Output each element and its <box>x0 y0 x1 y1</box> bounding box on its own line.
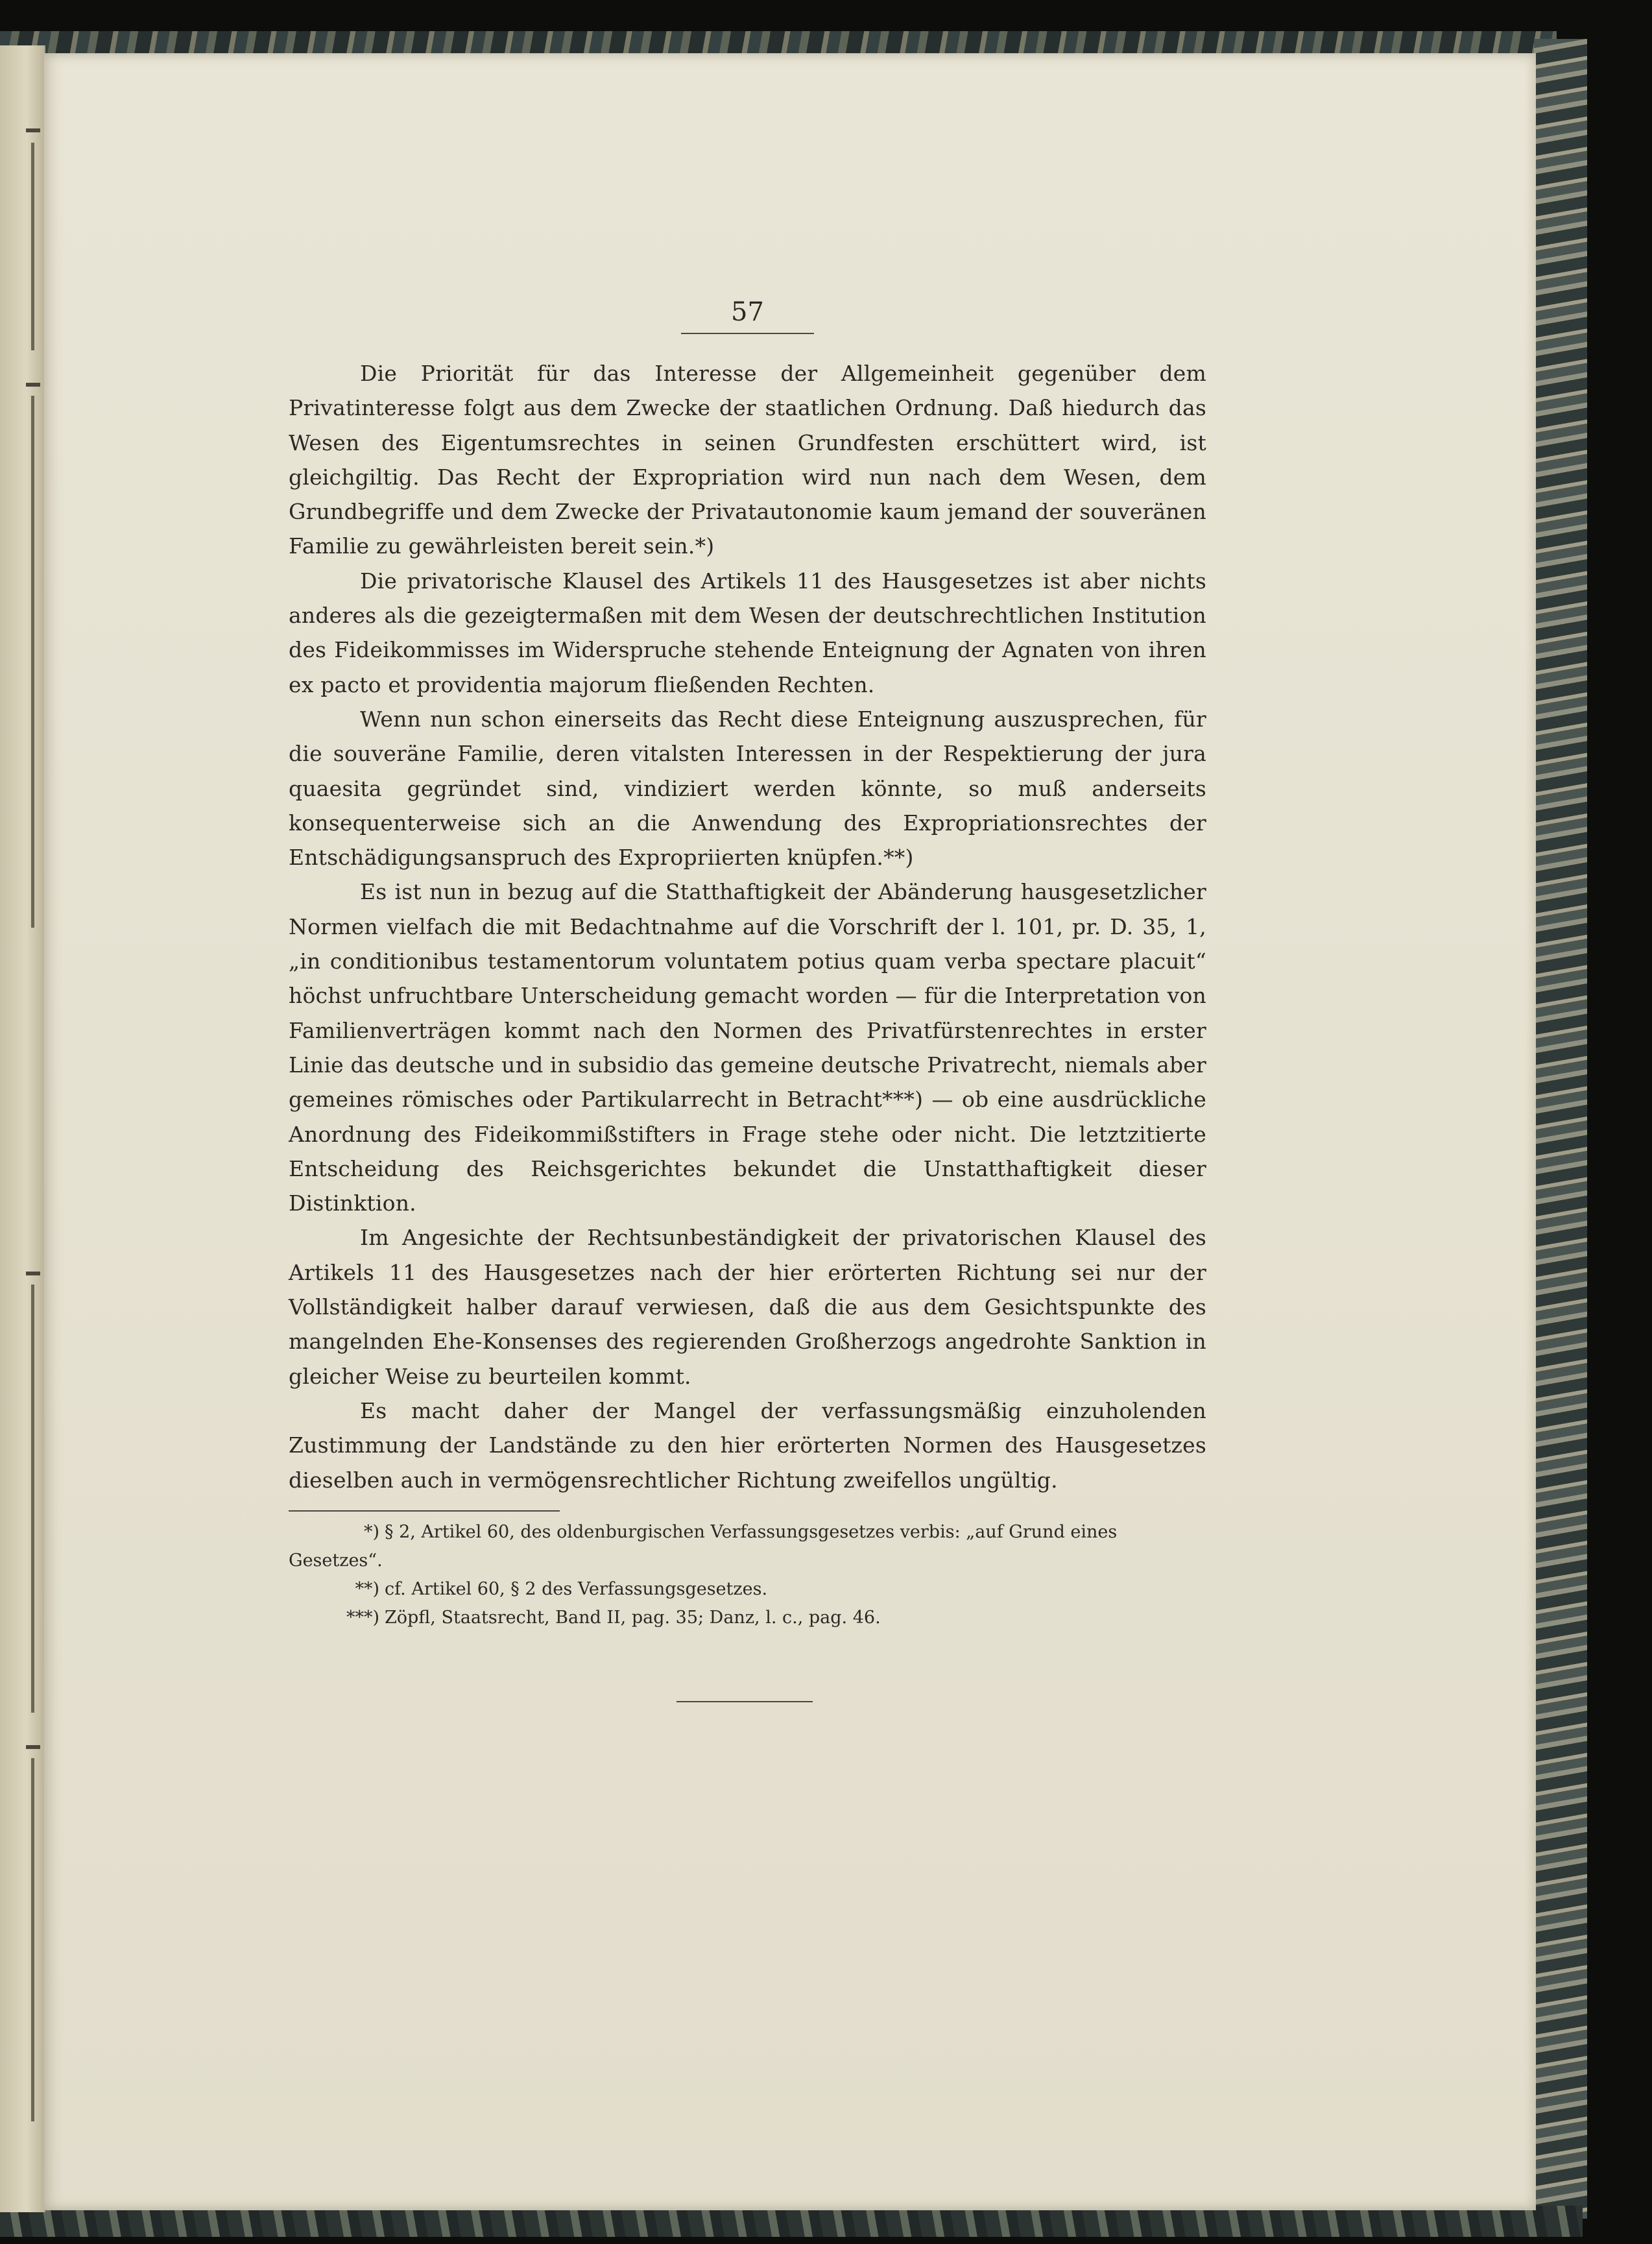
paragraph: Es ist nun in bezug auf die Statthaftigkeit der Abänderung hausgesetzlicher Normen vielfach die mit Bedachtnahme auf die Vorschrift der l. 101, pr. D. 35, 1, „in conditionibus testamentorum voluntatem potius quam verba spectare placuit“ höchst unfruchtbare Unterscheidung gemacht worden — für die Interpretation von Familienverträgen kommt nach den Normen des Privatfürstenrechtes in erster Linie das deutsche und in subsidio das gemeine deutsche Privatrecht, niemals aber gemeines römisches oder Partikularrecht in Betracht***) — ob eine ausdrückliche Anordnung des Fideikommißstifters in Frage stehe oder nicht. Die letztzitierte Entscheidung des Reichsgerichtes bekundet die Unstatthaftigkeit dieser Distinktion. <box>289 879 1206 1216</box>
footnote-mark: **) <box>355 1578 379 1599</box>
end-of-text-rule <box>676 1701 813 1702</box>
paragraph: Im Angesichte der Rechtsunbeständigkeit der privatorischen Klausel des Artikels 11 des Hausgesetzes nach der hier erörterten Richtung sei nur der Vollständigkeit halber darauf verwiesen, daß die aus dem Gesichtspunkte des mangelnden Ehe-Konsenses des regierenden Großherzogs angedrohte Sanktion in gleicher Weise zu beurteilen kommt. <box>289 1225 1206 1389</box>
footnote <box>289 1518 1206 1575</box>
page-number: 57 <box>731 297 764 327</box>
binding-stitch <box>31 1758 34 2121</box>
paragraph: Die Priorität für das Interesse der Allgemeinheit gegenüber dem Privatinteresse folgt aus dem Zwecke der staatlichen Ordnung. Daß hiedurch das Wesen des Eigentumsrechtes in seinen Grundfesten erschüttert wird, ist gleichgiltig. Das Recht der Expropriation wird nun nach dem Wesen, dem Grundbegriffe und dem Zwecke der Privatautonomie kaum jemand der souveränen Familie zu gewährleisten bereit sein.*) <box>289 361 1206 559</box>
footnote-text: § 2, Artikel 60, des oldenburgischen Verfassungsgesetzes verbis: „auf Grund eines Gesetzes“. <box>289 1521 1118 1571</box>
page-number-rule <box>681 333 814 334</box>
footnote-mark: ***) <box>346 1607 379 1628</box>
page-content <box>289 295 1206 1632</box>
binding-stitch <box>31 396 34 928</box>
paragraph: Es macht daher der Mangel der verfassungsmäßig einzuholenden Zustimmung der Landstände zu den hier erörterten Normen des Hausgesetzes dieselben auch in vermögensrechtlicher Richtung zweifellos ungültig. <box>289 1397 1206 1493</box>
paragraph: Die privatorische Klausel des Artikels 11 des Hausgesetzes ist aber nichts anderes als die gezeigtermaßen mit dem Wesen der deutschrechtlichen Institution des Fideikommisses im Widerspruche stehende Enteignung der Agnaten von ihren ex pacto et providentia majorum fließenden Rechten. <box>289 568 1206 697</box>
binding-stitch <box>31 1285 34 1713</box>
footnote <box>289 1604 1206 1632</box>
stitch-mark <box>26 383 40 387</box>
stitch-mark <box>26 1745 40 1749</box>
book-binding-right <box>1534 39 1587 2219</box>
stitch-mark <box>26 128 40 132</box>
binding-stitch <box>31 143 34 350</box>
footnote-text: Zöpfl, Staatsrecht, Band II, pag. 35; Danz, l. c., pag. 46. <box>385 1607 881 1628</box>
stitch-mark <box>26 1272 40 1275</box>
footnote-rule <box>289 1510 560 1512</box>
footnote-text: cf. Artikel 60, § 2 des Verfassungsgesetzes. <box>385 1578 768 1599</box>
footnote-mark: *) <box>363 1521 379 1542</box>
facing-page-edge <box>0 45 45 2212</box>
paragraph: Wenn nun schon einerseits das Recht diese Enteignung auszusprechen, für die souveräne Familie, deren vitalsten Interessen in der Respektierung der jura quaesita gegründet sind, vindiziert werden könnte, so muß anderseits konsequenterweise sich an die Anwendung des Expropriationsrechtes der Entschädigungsanspruch des Expropriierten knüpfen.**) <box>289 706 1206 871</box>
footnote <box>289 1575 1206 1604</box>
book-binding-bottom <box>0 2206 1583 2237</box>
